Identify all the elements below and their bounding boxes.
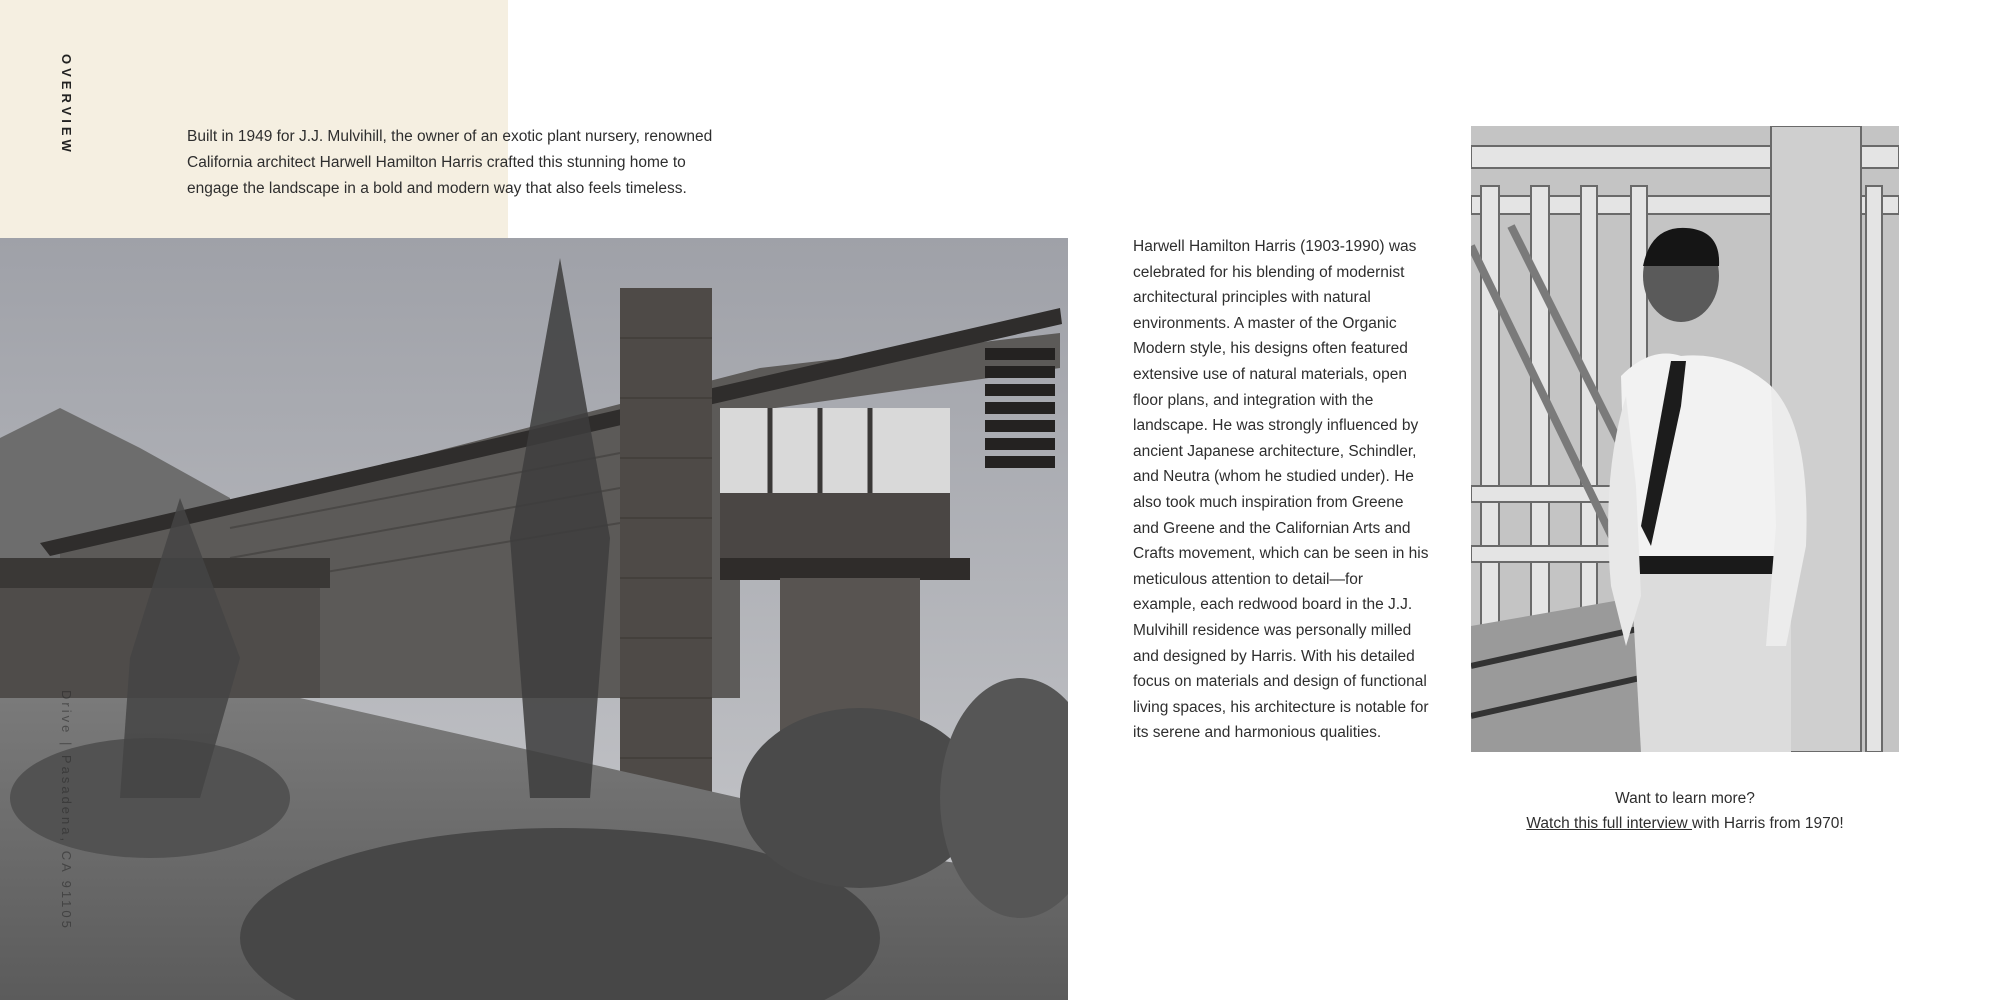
intro-paragraph: Built in 1949 for J.J. Mulvihill, the owner of an exotic plant nursery, renowned California architect Harwell Hamilton Harris crafted this stunning home to engage the landscape in a bold and modern way that also feels timeless.	[187, 128, 713, 197]
learn-more-suffix: with Harris from 1970!	[1692, 815, 1844, 832]
cream-background-block	[0, 0, 508, 238]
learn-more-line	[1471, 811, 1899, 836]
section-label-overview: OVERVIEW	[59, 54, 74, 156]
watch-interview-link[interactable]: Watch this full interview	[1526, 815, 1693, 832]
bio-paragraph: Harwell Hamilton Harris (1903-1990) was celebrated for his blending of modernist architectural principles with natural environments. A master of the Organic Modern style, his designs often featured extensive use of natural materials, open floor plans, and integration with the landscape. He was strongly influenced by ancient Japanese architecture, Schindler, and Neutra (whom he studied under). He also took much inspiration from Greene and Greene and the Californian Arts and Crafts movement, which can be seen in his meticulous attention to detail—for example, each redwood board in the J.J. Mulvihill residence was personally milled and designed by Harris. With his detailed focus on materials and design of functional living spaces, his architecture is notable for its serene and harmonious qualities.	[1133, 238, 1429, 742]
portrait-photo	[1471, 126, 1899, 752]
vertical-address-text: Drive | Pasadena, CA 91105	[59, 690, 74, 931]
learn-more-question: Want to learn more?	[1615, 790, 1755, 807]
house-photo	[0, 238, 1068, 1000]
learn-more-section	[1471, 786, 1899, 836]
